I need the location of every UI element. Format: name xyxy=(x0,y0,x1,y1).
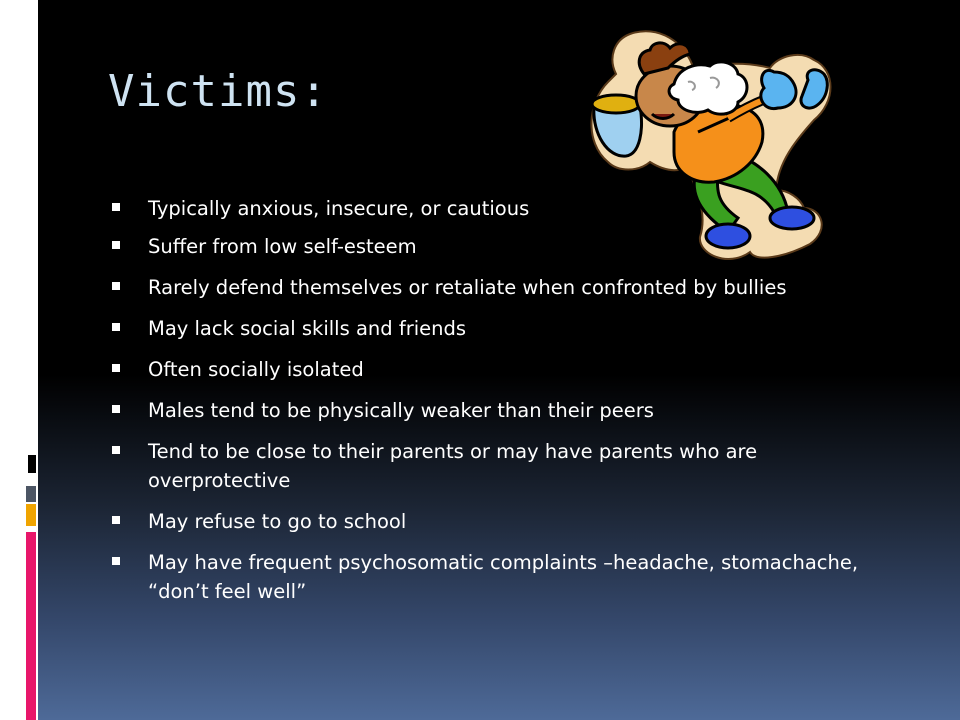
bullet-text: Tend to be close to their parents or may have parents who are overprotective xyxy=(148,440,758,492)
bullet-text: Rarely defend themselves or retaliate when confronted by bullies xyxy=(148,276,787,299)
bullet-square-icon xyxy=(112,203,120,211)
bullet-item xyxy=(112,273,902,302)
bullet-square-icon xyxy=(112,557,120,565)
bullet-square-icon xyxy=(112,516,120,524)
bullet-text: May lack social skills and friends xyxy=(148,317,467,340)
decorative-bar-gold xyxy=(26,504,36,526)
bullet-square-icon xyxy=(112,241,120,249)
bullet-text: May have frequent psychosomatic complaints –headache, stomachache, “don’t feel well” xyxy=(148,551,859,603)
bullet-text: Suffer from low self-esteem xyxy=(148,235,417,258)
bullet-square-icon xyxy=(112,282,120,290)
bullet-item xyxy=(112,314,902,343)
bullet-item xyxy=(112,396,902,425)
decorative-bar-gray xyxy=(26,486,36,502)
bullet-item xyxy=(112,437,902,495)
bullet-list xyxy=(112,194,902,606)
decorative-bar-pink xyxy=(26,532,36,720)
bullet-item xyxy=(112,194,902,223)
bullet-item xyxy=(112,232,902,261)
bullet-text: Typically anxious, insecure, or cautious xyxy=(148,197,530,220)
bullet-square-icon xyxy=(112,446,120,454)
slide-title: Victims: xyxy=(108,66,328,117)
bullet-square-icon xyxy=(112,405,120,413)
bullet-text: Often socially isolated xyxy=(148,358,364,381)
bullet-text: Males tend to be physically weaker than their peers xyxy=(148,399,654,422)
bullet-text: May refuse to go to school xyxy=(148,510,407,533)
bullet-item xyxy=(112,548,902,606)
bullet-square-icon xyxy=(112,323,120,331)
bullet-item xyxy=(112,355,902,384)
decorative-bar-black xyxy=(28,455,36,473)
bullet-square-icon xyxy=(112,364,120,372)
bullet-item xyxy=(112,507,902,536)
